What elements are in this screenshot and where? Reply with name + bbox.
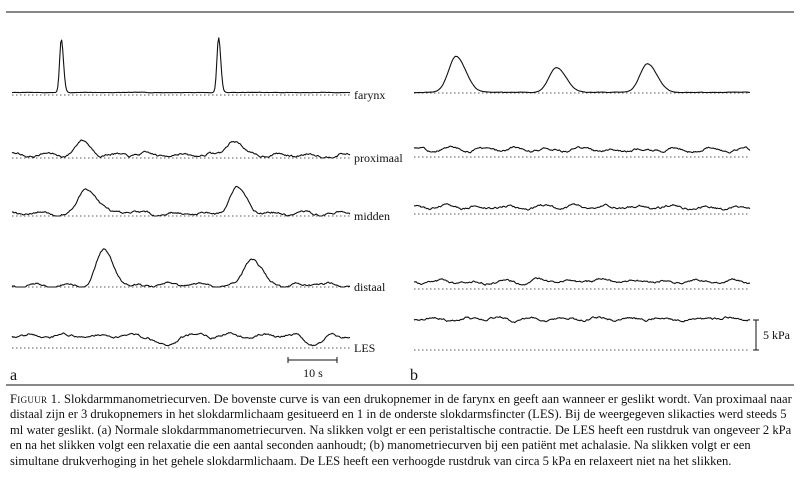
- panel-label-b: b: [410, 367, 418, 384]
- trace-les: [414, 317, 750, 323]
- trace-proximaal: [12, 140, 350, 158]
- series-label-proximaal: proximaal: [354, 151, 403, 165]
- series-label-midden: midden: [354, 209, 390, 223]
- pressure-scale-bar: [753, 320, 791, 350]
- panel-a: [12, 38, 403, 355]
- pressure-scale-label: 5 kPa: [763, 328, 790, 342]
- caption-text: Slokdarmmanometriecurven. De bovenste curve is van een drukopnemer in de farynx en geeft aan wanneer er geslikt wordt. Van proximaal naar distaal zijn er 3 drukopnemers in het slokdarmlichaam gesitueerd en 1 in de onderste slokdarmsfincter (LES). Bij de weergegeven slikacties werd steeds 5 ml water geslikt. (a) Normale slokdarmmanometriecurven. Na slikken volgt er een peristaltische contractie. De LES heeft een rustdruk van ongeveer 2 kPa en na het slikken volgt een relaxatie die een aantal seconden aanhoudt; (b) manometriecurven bij een patiënt met achalasie. Na slikken volgt er een simultane drukverhoging in het gehele slokdarmlichaam. De LES heeft een verhoogde rustdruk van circa 5 kPa en relaxeert niet na het slikken.: [10, 392, 792, 468]
- trace-midden: [12, 186, 350, 216]
- time-scale-bar: [288, 357, 337, 380]
- panel-label-a: a: [10, 367, 18, 384]
- series-label-farynx: farynx: [354, 88, 386, 102]
- trace-distaal: [12, 249, 350, 287]
- time-scale-label: 10 s: [303, 366, 323, 380]
- trace-distaal: [414, 278, 750, 286]
- series-label-les: LES: [354, 341, 376, 355]
- series-label-distaal: distaal: [354, 280, 386, 294]
- panel-b: [414, 56, 750, 350]
- trace-farynx: [12, 38, 350, 93]
- trace-proximaal: [414, 146, 750, 153]
- trace-les: [12, 333, 350, 346]
- caption-heading: Figuur 1.: [10, 392, 61, 406]
- trace-farynx: [414, 56, 750, 92]
- trace-midden: [414, 204, 750, 210]
- figure-caption: [10, 392, 792, 469]
